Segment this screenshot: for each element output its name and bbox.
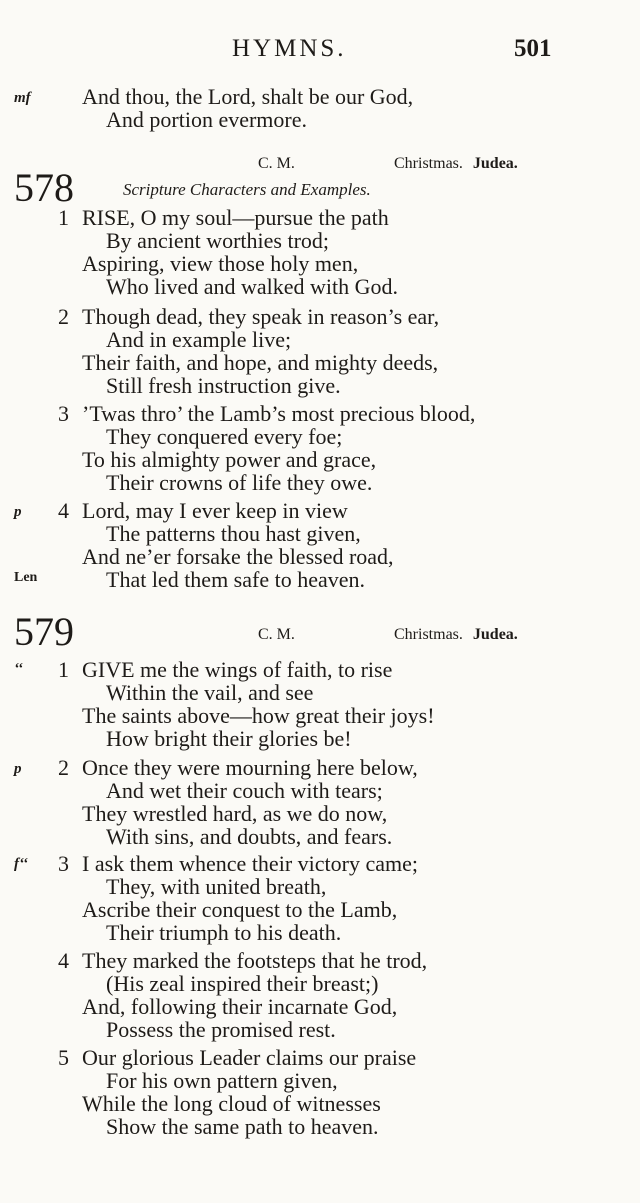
hymn-line: That led them safe to heaven. bbox=[106, 567, 366, 592]
tune-name: Christmas. bbox=[394, 155, 463, 172]
verse-number: 2 bbox=[58, 304, 69, 329]
dynamic-mark: mf bbox=[14, 90, 31, 106]
hymn-line: By ancient worthies trod; bbox=[106, 228, 330, 253]
hymn-line: Show the same path to heaven. bbox=[106, 1114, 379, 1139]
hymn-line: ’Twas thro’ the Lamb’s most precious blood, bbox=[82, 401, 476, 426]
hymn-tunes bbox=[394, 627, 518, 643]
hymn-line: Our glorious Leader claims our praise bbox=[82, 1045, 417, 1070]
hymn-line: Their faith, and hope, and mighty deeds, bbox=[82, 350, 439, 375]
hymn-line: Their crowns of life they owe. bbox=[106, 470, 373, 495]
hymn-line: Though dead, they speak in reason’s ear, bbox=[82, 304, 440, 329]
verse-number: 4 bbox=[58, 948, 69, 973]
hymn-line: The patterns thou hast given, bbox=[106, 521, 361, 546]
hymn-line: And thou, the Lord, shalt be our God, bbox=[82, 84, 414, 109]
dynamic-mark: p bbox=[14, 504, 22, 520]
hymn-line: (His zeal inspired their breast;) bbox=[106, 971, 379, 996]
hymn-number: 578 bbox=[14, 165, 74, 210]
hymn-line: Who lived and walked with God. bbox=[106, 274, 399, 299]
hymn-line: They conquered every foe; bbox=[106, 424, 343, 449]
verse-number: 4 bbox=[58, 498, 69, 523]
hymn-line: And, following their incarnate God, bbox=[82, 994, 398, 1019]
hymn-line: And ne’er forsake the blessed road, bbox=[82, 544, 394, 569]
verse-number: 2 bbox=[58, 755, 69, 780]
hymn-tunes bbox=[394, 156, 518, 172]
hymn-line: To his almighty power and grace, bbox=[82, 447, 377, 472]
running-header: HYMNS. bbox=[232, 35, 347, 62]
hymn-line: GIVE me the wings of faith, to rise bbox=[82, 657, 393, 682]
hymn-meter: C. M. bbox=[258, 626, 295, 643]
dynamic-mark: Len bbox=[14, 570, 38, 585]
hymn-number: 579 bbox=[14, 609, 74, 654]
page-number: 501 bbox=[514, 35, 552, 62]
hymn-line: Once they were mourning here below, bbox=[82, 755, 418, 780]
verse-number: 1 bbox=[58, 205, 69, 230]
hymn-line: Within the vail, and see bbox=[106, 680, 314, 705]
tune-name: Judea. bbox=[472, 626, 518, 643]
hymn-line: RISE, O my soul—pursue the path bbox=[82, 205, 389, 230]
dynamic-mark: p bbox=[14, 761, 22, 777]
hymn-line: I ask them whence their victory came; bbox=[82, 851, 418, 876]
hymn-line: Aspiring, view those holy men, bbox=[82, 251, 359, 276]
hymn-line: And in example live; bbox=[106, 327, 292, 352]
hymn-line: With sins, and doubts, and fears. bbox=[106, 824, 393, 849]
hymn-meter: C. M. bbox=[258, 155, 295, 172]
hymn-line: They marked the footsteps that he trod, bbox=[82, 948, 428, 973]
verse-number: 3 bbox=[58, 401, 69, 426]
tune-name: Christmas. bbox=[394, 626, 463, 643]
hymn-line: For his own pattern given, bbox=[106, 1068, 338, 1093]
hymn-line: They wrestled hard, as we do now, bbox=[82, 801, 388, 826]
hymn-line: How bright their glories be! bbox=[106, 726, 352, 751]
hymn-line: Ascribe their conquest to the Lamb, bbox=[82, 897, 398, 922]
hymn-line: The saints above—how great their joys! bbox=[82, 703, 435, 728]
hymn-line: While the long cloud of witnesses bbox=[82, 1091, 381, 1116]
verse-number: 3 bbox=[58, 851, 69, 876]
hymn-line: Lord, may I ever keep in view bbox=[82, 498, 348, 523]
hymn-line: Their triumph to his death. bbox=[106, 920, 342, 945]
dynamic-mark: f‘‘ bbox=[14, 856, 28, 872]
tune-name: Judea. bbox=[472, 155, 518, 172]
hymn-line: Possess the promised rest. bbox=[106, 1017, 336, 1042]
hymn-line: Still fresh instruction give. bbox=[106, 373, 341, 398]
hymn-line: And portion evermore. bbox=[106, 107, 307, 132]
verse-number: 1 bbox=[58, 657, 69, 682]
verse-number: 5 bbox=[58, 1045, 69, 1070]
hymn-subtitle: Scripture Characters and Examples. bbox=[123, 180, 371, 199]
hymn-line: And wet their couch with tears; bbox=[106, 778, 383, 803]
dynamic-mark: ‘‘ bbox=[14, 661, 23, 677]
hymn-line: They, with united breath, bbox=[106, 874, 327, 899]
